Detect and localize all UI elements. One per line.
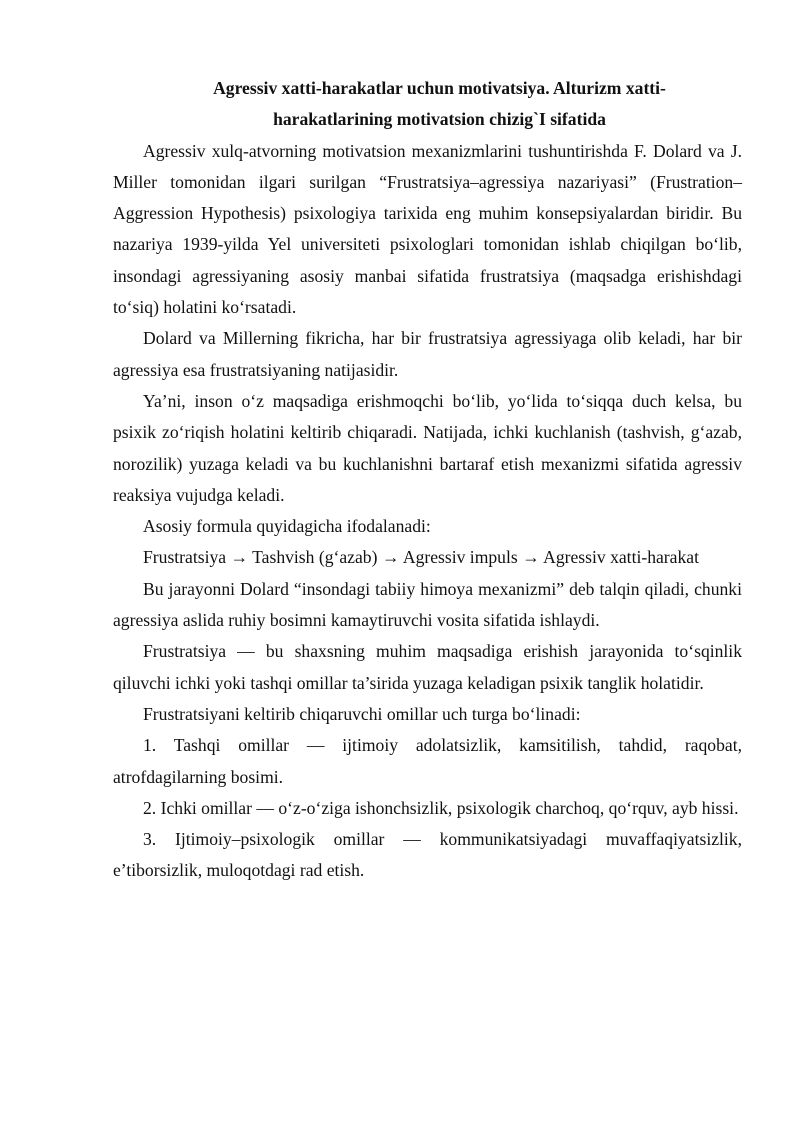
list-item-text: Ijtimoiy–psixologik omillar — kommunikatsiyadagi muvaffaqiyatsizlik, e’tiborsizlik, muloqotdagi rad etish. xyxy=(113,829,742,881)
paragraph-dolard-miller: Dolard va Millerning fikricha, har bir frustratsiya agressiyaga olib keladi, har bir agressiya esa frustratsiyaning natijasidir. xyxy=(113,328,742,380)
paragraph-defense-mechanism: Bu jarayonni Dolard “insondagi tabiiy himoya mexanizmi” deb talqin qiladi, chunki agressiya aslida ruhiy bosimni kamaytiruvchi vosita sifatida ishlaydi. xyxy=(113,578,742,631)
list-item xyxy=(113,730,742,793)
list-item-text: Ichki omillar — o‘z-o‘ziga ishonchsizlik, psixologik charchoq, qo‘rquv, ayb hissi. xyxy=(160,797,739,818)
document-body xyxy=(113,73,742,887)
paragraph-formula-intro: Asosiy formula quyidagicha ifodalanadi: xyxy=(143,516,431,537)
formula-line: Frustratsiya → Tashvish (g‘azab) → Agressiv impuls → Agressiv xatti-harakat xyxy=(143,547,699,568)
paragraph-intro: Agressiv xulq-atvorning motivatsion mexanizmlarini tushuntirishda F. Dolard va J. Miller tomonidan ilgari surilgan “Frustratsiya–agressiya nazariyasi” (Frustration–Aggression Hypothesis) psixologiya tarixida eng muhim konsepsiyalardan biridir. Bu nazariya 1939-yilda Yel universiteti psixologlari tomonidan ishlab chiqilgan bo‘lib, insondagi agressiyaning asosiy manbai sifatida frustratsiya (maqsadga erishishdagi to‘siq) holatini ko‘rsatadi. xyxy=(113,140,742,318)
list-item-number: 2. xyxy=(143,797,157,818)
title-line-2: harakatlarining motivatsion chizig`I sifatida xyxy=(273,109,606,130)
paragraph-explanation: Ya’ni, inson o‘z maqsadiga erishmoqchi bo‘lib, yo‘lida to‘siqqa duch kelsa, bu psixik zo‘riqish holatini keltirib chiqaradi. Natijada, ichki kuchlanish (tashvish, g‘azab, norozilik) yuzaga keladi va bu kuchlanishni bartaraf etish mexanizmi sifatida agressiv reaksiya vujudga keladi. xyxy=(113,390,742,505)
paragraph-factors-intro: Frustratsiyani keltirib chiqaruvchi omillar uch turga bo‘linadi: xyxy=(143,703,581,724)
list-item-number: 3. xyxy=(143,829,157,850)
paragraph-frustration-definition: Frustratsiya — bu shaxsning muhim maqsadiga erishish jarayonida to‘sqinlik qiluvchi ichki yoki tashqi omillar ta’sirida yuzaga keladigan psixik tanglik holatidir. xyxy=(113,641,742,693)
list-item xyxy=(113,824,742,887)
title-line-1: Agressiv xatti-harakatlar uchun motivatsiya. Alturizm xatti- xyxy=(213,78,666,98)
list-item xyxy=(113,793,742,824)
list-item-number: 1. xyxy=(143,735,157,756)
list-item-text: Tashqi omillar — ijtimoiy adolatsizlik, kamsitilish, tahdid, raqobat, atrofdagilarning bosimi. xyxy=(113,735,742,787)
document-title xyxy=(113,73,742,136)
